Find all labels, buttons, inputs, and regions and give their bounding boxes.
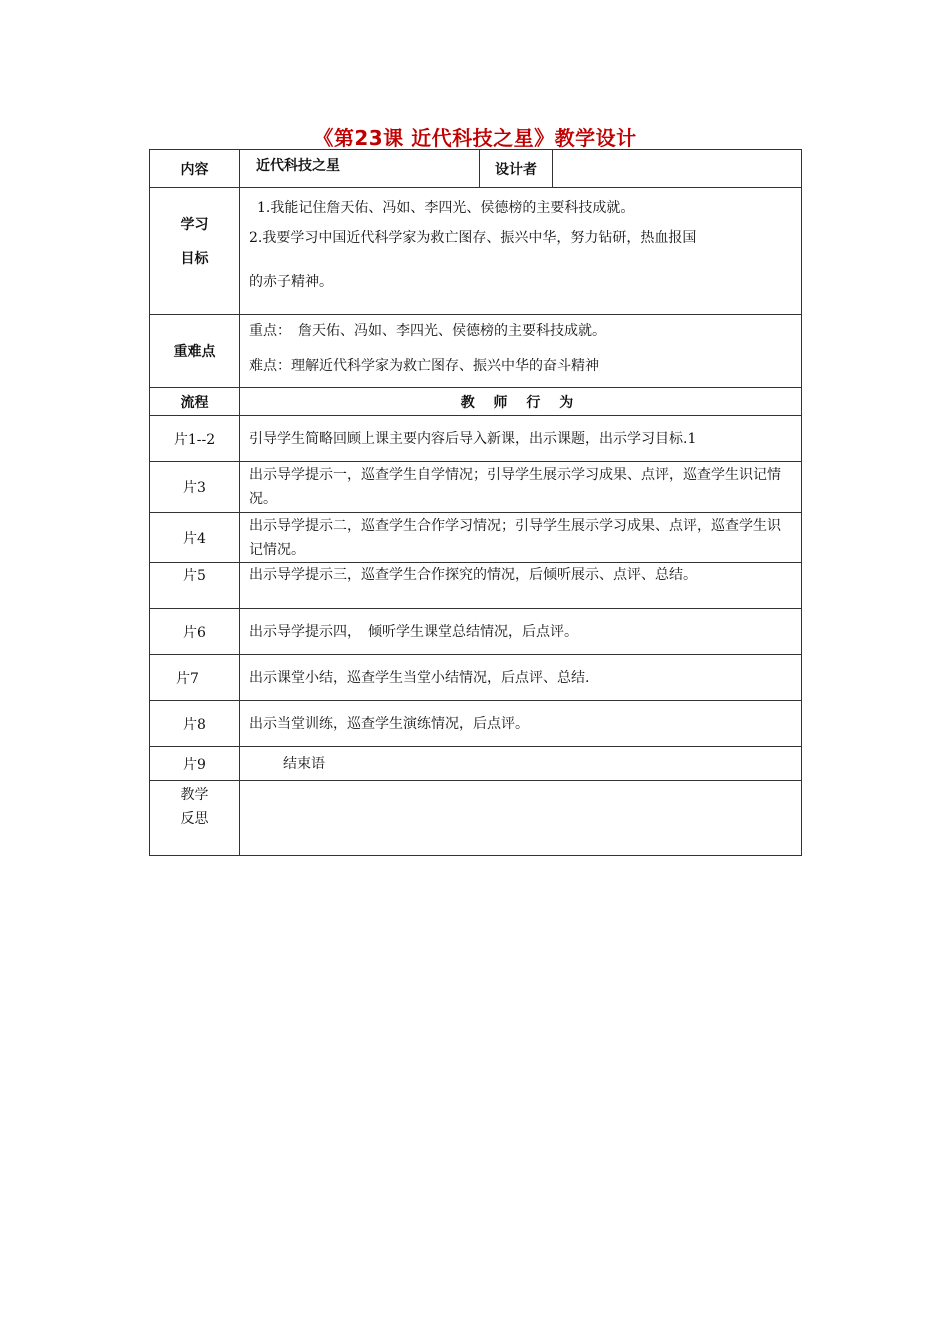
learning-goals-label-line1: 学习 xyxy=(180,217,209,233)
slide-row xyxy=(150,513,802,563)
slide-action: 结束语 xyxy=(240,747,802,781)
slide-label: 片7 xyxy=(150,655,240,701)
slide-label: 片4 xyxy=(150,513,240,563)
lesson-plan-table xyxy=(149,149,802,856)
slide-action: 出示导学提示四， 倾听学生课堂总结情况，后点评。 xyxy=(240,609,802,655)
slide-label: 片8 xyxy=(150,701,240,747)
slide-label: 片5 xyxy=(150,563,240,609)
teacher-actions-header: 教 师 行 为 xyxy=(240,388,802,416)
slide-row xyxy=(150,655,802,701)
content-row xyxy=(150,150,802,188)
designer-label: 设计者 xyxy=(480,150,553,188)
content-value: 近代科技之星 xyxy=(240,150,480,188)
learning-goals-label-line2: 目标 xyxy=(180,251,209,267)
learning-goals-row xyxy=(150,188,802,315)
key-focus: 重点： 詹天佑、冯如、李四光、侯德榜的主要科技成就。 xyxy=(249,323,606,339)
learning-goals-label xyxy=(150,188,240,315)
reflection-label-line2: 反思 xyxy=(180,811,209,827)
goal-item-2-line2: 的赤子精神。 xyxy=(249,274,333,290)
content-label: 内容 xyxy=(150,150,240,188)
slide-action: 出示导学提示三，巡查学生合作探究的情况，后倾听展示、点评、总结。 xyxy=(240,563,802,609)
key-difficulty: 难点：理解近代科学家为救亡图存、振兴中华的奋斗精神 xyxy=(249,358,599,374)
slide-row xyxy=(150,701,802,747)
slide-label: 片3 xyxy=(150,462,240,513)
slide-row xyxy=(150,609,802,655)
slide-row xyxy=(150,416,802,462)
slide-label: 片1--2 xyxy=(150,416,240,462)
slide-action: 出示导学提示二，巡查学生合作学习情况；引导学生展示学习成果、点评，巡查学生识记情况。 xyxy=(240,513,802,563)
learning-goals-content xyxy=(240,188,802,315)
reflection-label xyxy=(150,781,240,856)
slide-action: 出示课堂小结，巡查学生当堂小结情况，后点评、总结. xyxy=(240,655,802,701)
slide-row xyxy=(150,563,802,609)
goal-item-2-line1: 2.我要学习中国近代科学家为救亡图存、振兴中华，努力钻研，热血报国 xyxy=(249,230,697,246)
slide-row xyxy=(150,462,802,513)
key-points-content xyxy=(240,315,802,388)
slide-action: 引导学生简略回顾上课主要内容后导入新课，出示课题，出示学习目标.1 xyxy=(240,416,802,462)
goal-item-1: 1.我能记住詹天佑、冯如、李四光、侯德榜的主要科技成就。 xyxy=(257,200,635,216)
process-header-row xyxy=(150,388,802,416)
key-points-row xyxy=(150,315,802,388)
slide-label: 片9 xyxy=(150,747,240,781)
key-points-label: 重难点 xyxy=(150,315,240,388)
slide-label: 片6 xyxy=(150,609,240,655)
document-title: 《第23课 近代科技之星》教学设计 xyxy=(313,126,637,150)
reflection-label-line1: 教学 xyxy=(180,787,209,803)
process-header-label: 流程 xyxy=(150,388,240,416)
slide-action: 出示导学提示一，巡查学生自学情况；引导学生展示学习成果、点评，巡查学生识记情况。 xyxy=(240,462,802,513)
slide-action: 出示当堂训练，巡查学生演练情况，后点评。 xyxy=(240,701,802,747)
reflection-content xyxy=(240,781,802,856)
slide-row xyxy=(150,747,802,781)
designer-value xyxy=(553,150,802,188)
reflection-row xyxy=(150,781,802,856)
